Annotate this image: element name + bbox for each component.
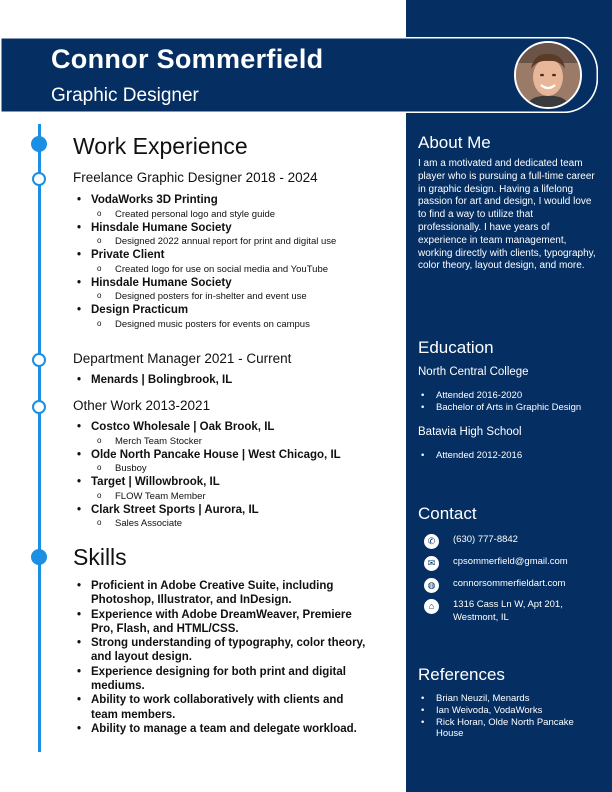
contact-address xyxy=(424,599,573,624)
phone-icon: ✆ xyxy=(424,534,439,549)
job-list xyxy=(73,420,393,530)
list-subitem: o Designed music posters for events on campus xyxy=(91,318,393,331)
timeline-dot xyxy=(32,400,46,414)
job-title: Department Manager 2021 - Current xyxy=(73,351,292,366)
skills-heading: Skills xyxy=(73,544,127,570)
education-heading: Education xyxy=(418,338,494,357)
timeline-dot xyxy=(31,136,47,152)
timeline-dot xyxy=(31,549,47,565)
job-list xyxy=(73,373,393,388)
avatar xyxy=(514,41,582,109)
address-text: 1316 Cass Ln W, Apt 201, Westmont, IL xyxy=(453,599,563,623)
home-icon: ⌂ xyxy=(424,599,439,614)
list-subitem: o Created personal logo and style guide xyxy=(91,208,393,221)
timeline-dot xyxy=(32,172,46,186)
job-title: Other Work 2013-2021 xyxy=(73,398,211,413)
list-item: • Ian Weivoda, VodaWorks xyxy=(418,705,603,717)
list-item: • Clark Street Sports | Aurora, IL o Sales Associate xyxy=(73,503,393,531)
list-subitem: o Created logo for use on social media and YouTube xyxy=(91,263,393,276)
list-subitem: o Sales Associate xyxy=(91,517,393,530)
email-text[interactable]: cpsommerfield@gmail.com xyxy=(453,556,568,567)
list-item: • Ability to manage a team and delegate workload. xyxy=(73,722,373,736)
job-list xyxy=(73,193,393,331)
references-list xyxy=(418,693,603,740)
list-item: • Menards | Bolingbrook, IL xyxy=(73,373,393,388)
globe-icon: ◍ xyxy=(424,578,439,593)
education-list xyxy=(418,450,603,462)
list-item: • Rick Horan, Olde North Pancake House xyxy=(418,717,603,741)
list-subitem: o Designed posters for in-shelter and event use xyxy=(91,290,393,303)
list-item: • Hinsdale Humane Society o Designed 2022 annual report for print and digital use xyxy=(73,221,393,249)
list-subitem: o Designed 2022 annual report for print and digital use xyxy=(91,235,393,248)
list-item: • Hinsdale Humane Society o Designed posters for in-shelter and event use xyxy=(73,276,393,304)
list-item: • Costco Wholesale | Oak Brook, IL o Merch Team Stocker xyxy=(73,420,393,448)
website-text[interactable]: connorsommerfieldart.com xyxy=(453,578,566,589)
list-item: • Olde North Pancake House | West Chicago, IL o Busboy xyxy=(73,448,393,476)
references-heading: References xyxy=(418,665,505,684)
contact-heading: Contact xyxy=(418,504,477,523)
school-name: North Central College xyxy=(418,366,529,378)
education-list xyxy=(418,390,603,414)
list-item: • Attended 2016-2020 xyxy=(418,390,603,402)
list-item: • Ability to work collaboratively with clients and team members. xyxy=(73,693,373,722)
contact-website xyxy=(424,578,565,593)
about-text: I am a motivated and dedicated team player who is pursuing a full-time career in graphic design. Having a lifelong passion for art and design, I would love to find a way to utilize that professionally. I have years of experience in team management, working directly with clients, typography, color theory, layout design, and more. xyxy=(418,158,596,272)
list-subitem: o FLOW Team Member xyxy=(91,490,393,503)
phone-text: (630) 777-8842 xyxy=(453,534,518,545)
list-item: • Design Practicum o Designed music posters for events on campus xyxy=(73,303,393,331)
candidate-role: Graphic Designer xyxy=(51,85,199,106)
timeline-line xyxy=(38,124,41,752)
list-subitem: o Merch Team Stocker xyxy=(91,435,393,448)
list-item: • Attended 2012-2016 xyxy=(418,450,603,462)
school-name: Batavia High School xyxy=(418,426,522,438)
about-heading: About Me xyxy=(418,133,491,152)
contact-email xyxy=(424,556,568,571)
list-item: • Bachelor of Arts in Graphic Design xyxy=(418,402,603,414)
job-title: Freelance Graphic Designer 2018 - 2024 xyxy=(73,170,318,185)
list-subitem: o Busboy xyxy=(91,462,393,475)
list-item: • Strong understanding of typography, color theory, and layout design. xyxy=(73,636,373,665)
list-item: • Brian Neuzil, Menards xyxy=(418,693,603,705)
email-icon: ✉ xyxy=(424,556,439,571)
work-experience-heading: Work Experience xyxy=(73,133,248,159)
list-item: • Proficient in Adobe Creative Suite, including Photoshop, Illustrator, and InDesign. xyxy=(73,579,373,608)
list-item: • Experience designing for both print and digital mediums. xyxy=(73,665,373,694)
list-item: • Target | Willowbrook, IL o FLOW Team Member xyxy=(73,475,393,503)
timeline-dot xyxy=(32,353,46,367)
candidate-name: Connor Sommerfield xyxy=(51,44,324,74)
skills-list xyxy=(73,579,373,736)
list-item: • Experience with Adobe DreamWeaver, Premiere Pro, Flash, and HTML/CSS. xyxy=(73,608,373,637)
contact-phone xyxy=(424,534,518,549)
list-item: • Private Client o Created logo for use on social media and YouTube xyxy=(73,248,393,276)
list-item: • VodaWorks 3D Printing o Created personal logo and style guide xyxy=(73,193,393,221)
